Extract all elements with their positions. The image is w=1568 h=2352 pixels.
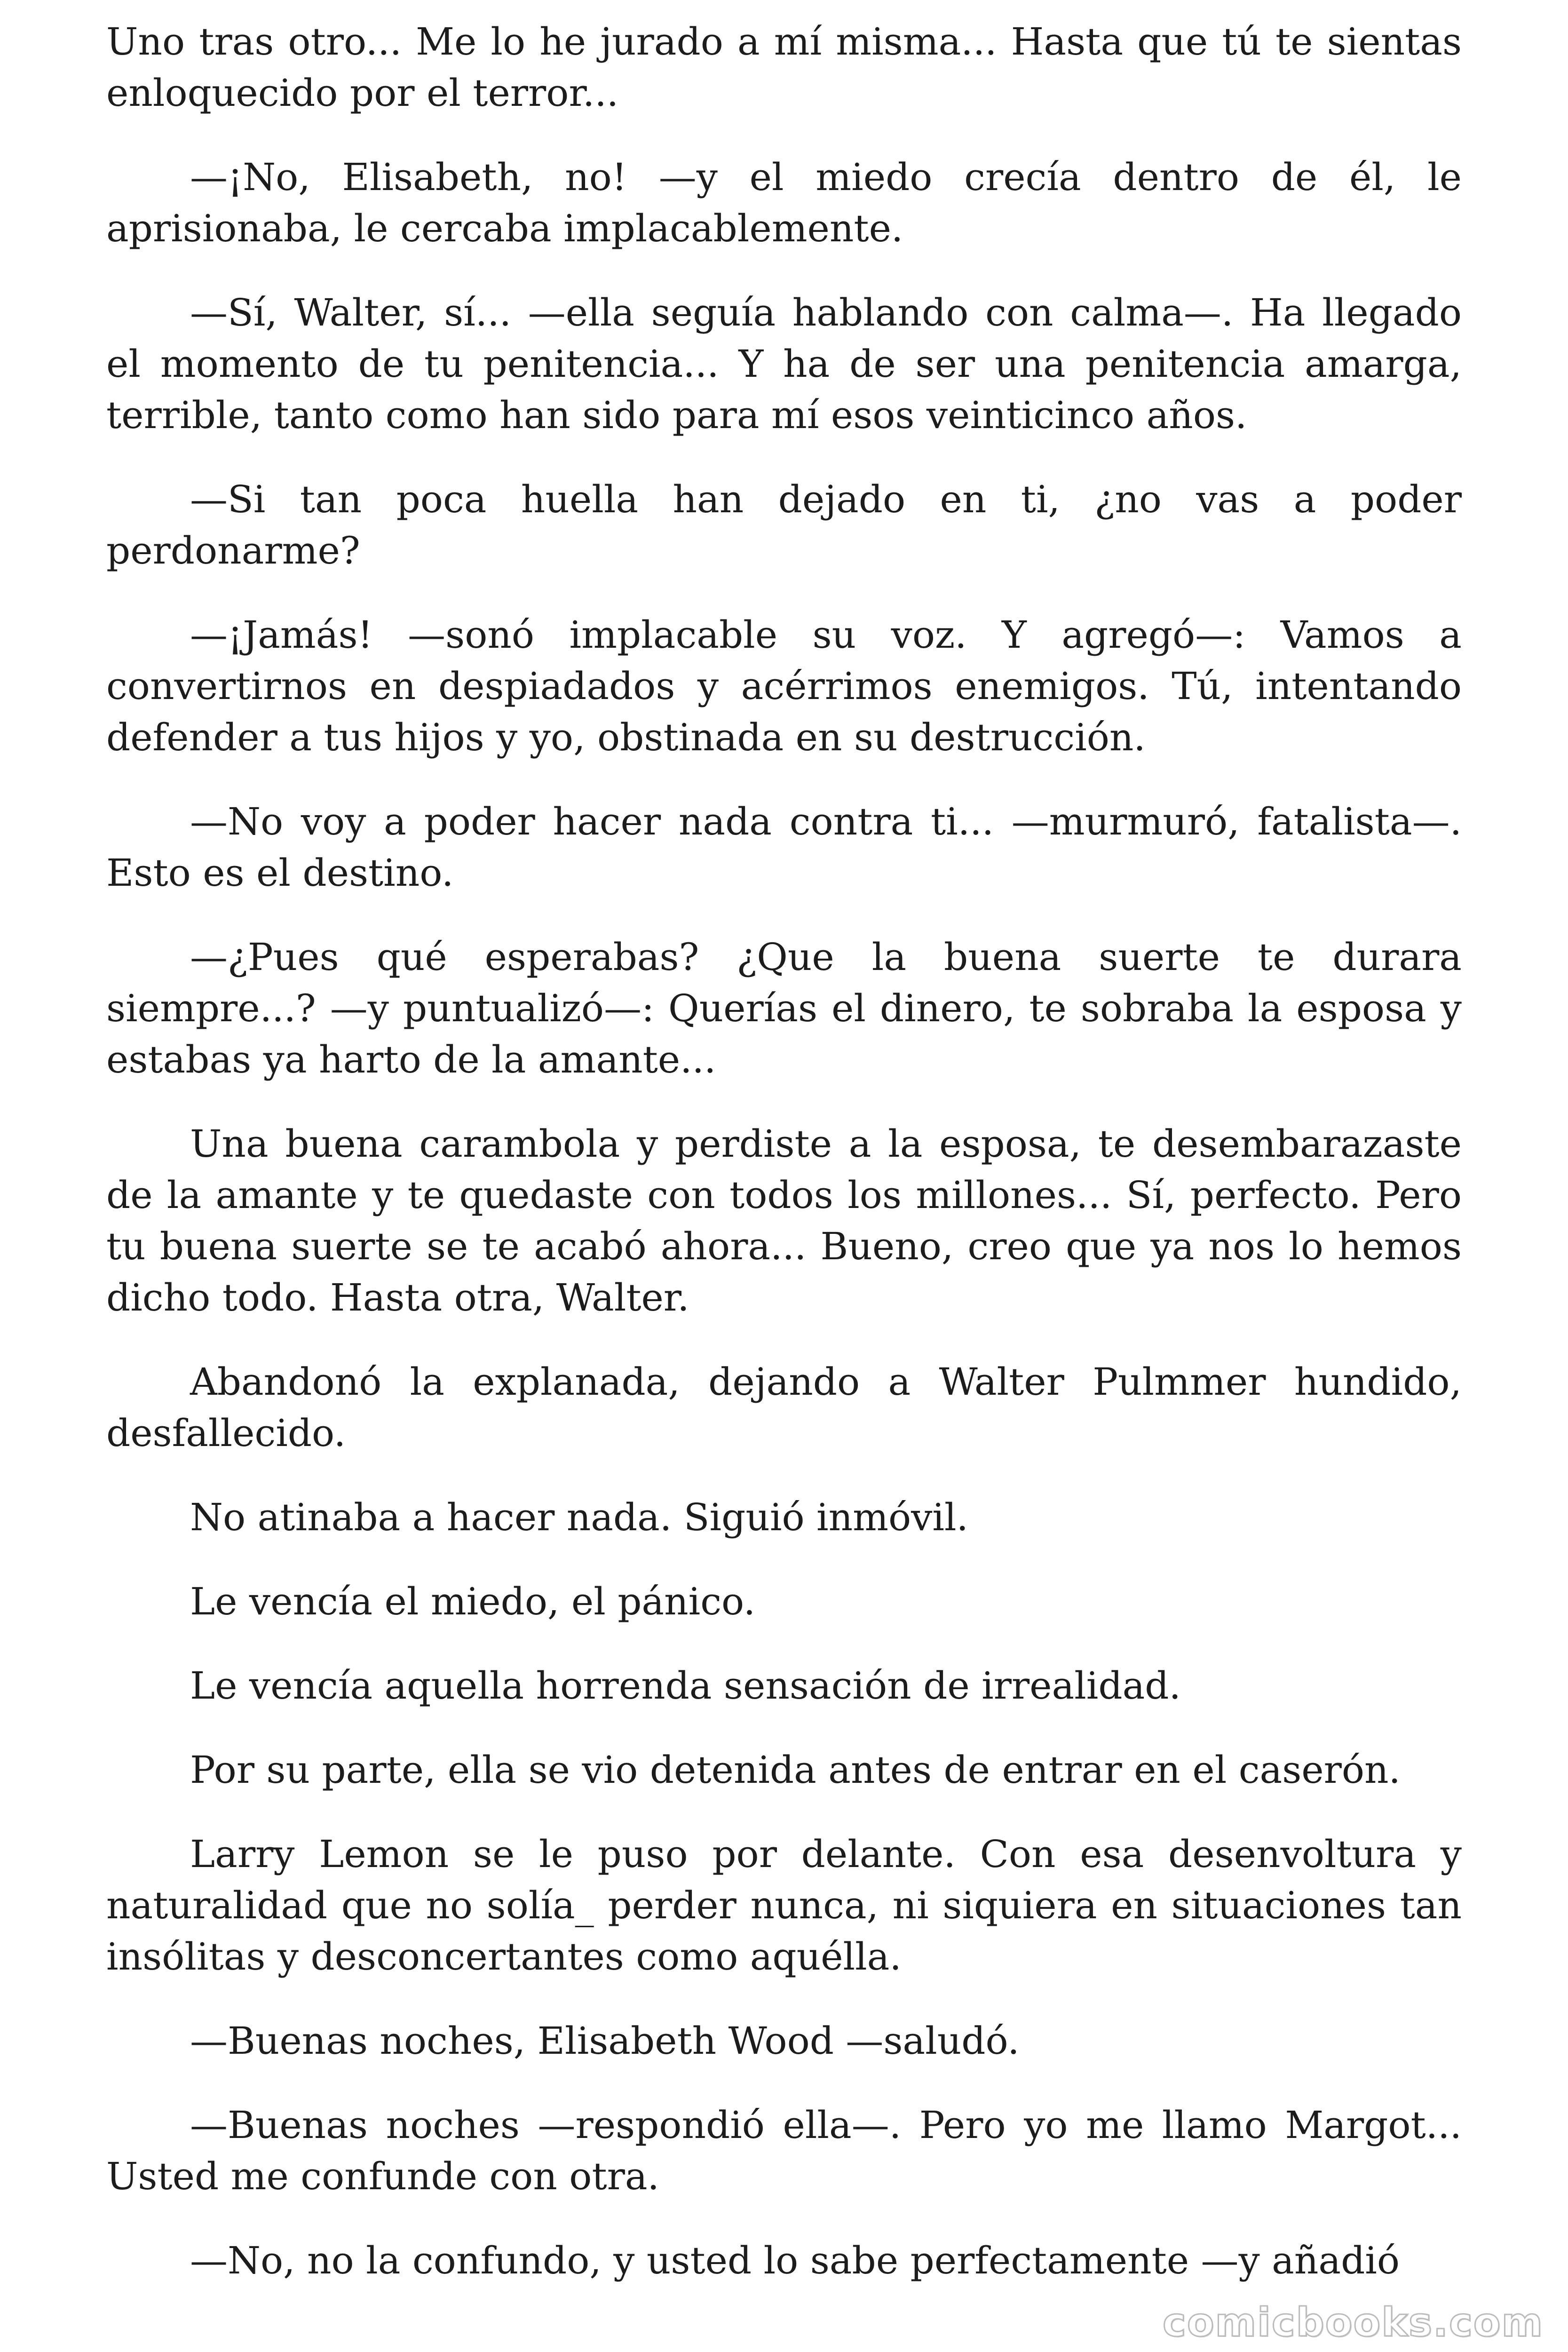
paragraph: —No, no la confundo, y usted lo sabe perfectamente —y añadió xyxy=(190,2239,1400,2282)
page-text xyxy=(106,16,1462,2319)
paragraph: —¡No, Elisabeth, no! —y el miedo crecía dentro de él, le aprisionaba, le cercaba implacablemente. xyxy=(106,155,1462,250)
paragraph: —Buenas noches, Elisabeth Wood —saludó. xyxy=(190,2019,1020,2063)
paragraph: Por su parte, ella se vio detenida antes de entrar en el caserón. xyxy=(190,1748,1401,1792)
paragraph: —¿Pues qué esperabas? ¿Que la buena suerte te durara siempre...? —y puntualizó—: Querías el dinero, te sobraba la esposa y estabas ya harto de la amante... xyxy=(106,935,1462,1081)
paragraph: Larry Lemon se le puso por delante. Con esa desenvoltura y naturalidad que no solía_ perder nunca, ni siquiera en situaciones tan insólitas y desconcertantes como aquélla. xyxy=(106,1832,1462,1979)
paragraph: Le vencía el miedo, el pánico. xyxy=(190,1580,756,1623)
paragraph: No atinaba a hacer nada. Siguió inmóvil. xyxy=(190,1495,968,1539)
paragraph: —Sí, Walter, sí... —ella seguía hablando con calma—. Ha llegado el momento de tu penitencia... Y ha de ser una penitencia amarga, terrible, tanto como han sido para mí esos veinticinco años. xyxy=(106,291,1462,437)
paragraph: Una buena carambola y perdiste a la esposa, te desembarazaste de la amante y te quedaste con todos los millones... Sí, perfecto. Pero tu buena suerte se te acabó ahora... Bueno, creo que ya nos lo hemos dicho todo. Hasta otra, Walter. xyxy=(106,1122,1462,1319)
paragraph: —Si tan poca huella han dejado en ti, ¿no vas a poder perdonarme? xyxy=(106,477,1462,572)
paragraph: Uno tras otro... Me lo he jurado a mí misma... Hasta que tú te sientas enloquecido por el terror... xyxy=(106,20,1462,115)
paragraph: Abandonó la explanada, dejando a Walter Pulmmer hundido, desfallecido. xyxy=(106,1360,1462,1455)
paragraph: —¡Jamás! —sonó implacable su voz. Y agregó—: Vamos a convertirnos en despiadados y acérrimos enemigos. Tú, intentando defender a tus hijos y yo, obstinada en su destrucción. xyxy=(106,613,1462,759)
paragraph: —No voy a poder hacer nada contra ti... —murmuró, fatalista—. Esto es el destino. xyxy=(106,800,1462,895)
watermark: comicbooks.com xyxy=(1163,2299,1544,2345)
paragraph: —Buenas noches —respondió ella—. Pero yo me llamo Margot... Usted me confunde con otra. xyxy=(106,2103,1462,2198)
paragraph: Le vencía aquella horrenda sensación de irrealidad. xyxy=(190,1664,1181,1708)
